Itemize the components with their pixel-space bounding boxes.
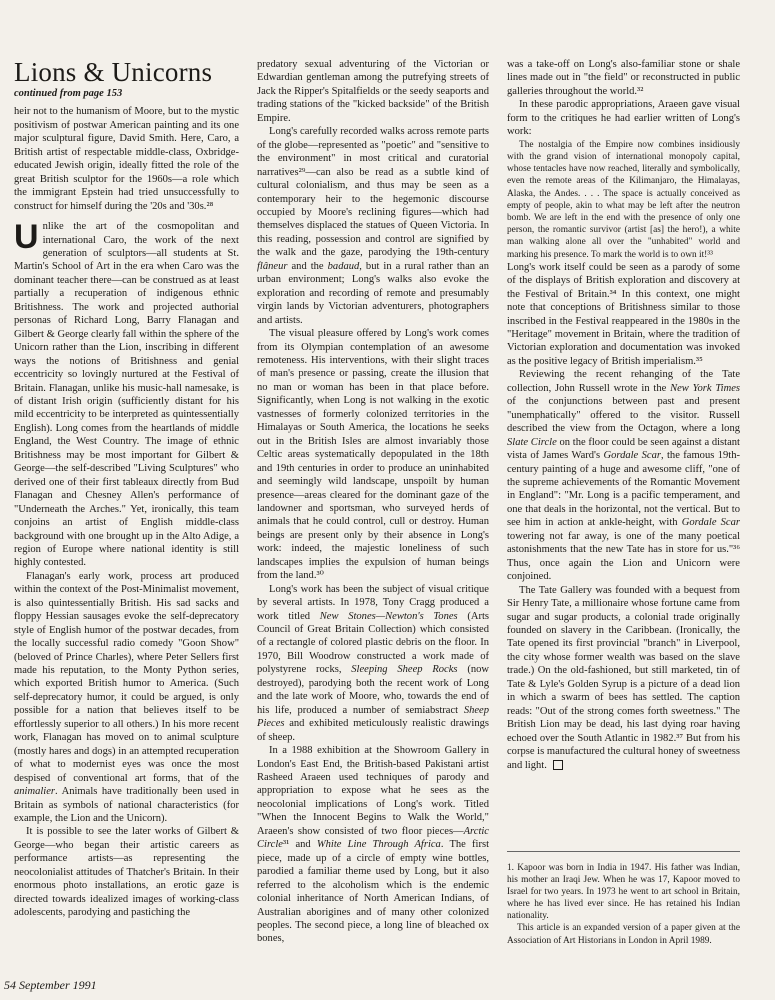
block-quote: The nostalgia of the Empire now combines insidiously with the grand vision of international monopoly capital, whose tentacles have now reached, literally and symbolically, even the remote areas of the Kilimanjaro, the Himalayas, Alaska, the Andes. . . . The space is actually conceived as empty of people, akin to what may be left after the neutron bomb. We are left in the end with the presence of only one person, the romantic survivor (artist [as] the hero!), a white man walking alone all over the "unhabited" world and marking his presence. To mark the world is to own it!³³	[507, 139, 740, 260]
paragraph: Flanagan's early work, process art produced within the context of the Post-Minimalist movement, is also quintessentially British. His sad sacks and floppy Hessian sausages evoke the self-deprecatory style of English humor of the postwar decades, from the locally successful radio comedy "Goon Show" (beloved of Prince Charles), where Peter Sellers first made his reputation, to the Monty Python series, which exported British humor to America. (Such self-deprecatory humor, it could be argued, is only possible for a nation that believes itself to be effortlessly superior to all others.) In his more recent work, Flanagan has moved on to animal sculpture (mostly hares and dogs) in an attempted recuperation of what to modernist eyes was once the most despised of conventional art forms, that of the animalier. Animals have traditionally been used in Britain as symbols of national characteristics (for example, the Lion and the Unicorn).	[14, 570, 239, 825]
paragraph: predatory sexual adventuring of the Victorian or Edwardian gentleman among the putrefying streets of Jack the Ripper's Spitalfields or the seedy seaports and trading stations of the "kicked backside" of the British Empire.	[257, 59, 489, 124]
continued-line: continued from page 153	[14, 88, 123, 99]
end-mark-icon	[553, 760, 563, 770]
paragraph: Long's carefully recorded walks across remote parts of the globe—represented as "poetic" and "sensitive to the environment" in most critical and curatorial narratives²⁹—can also be read as a subtle kind of cultural colonialism, and thus may be seen as a contemporary heir to the hegemonic discourse occupied by Moore's reclining figures—which had themselves displaced the statues of Queen Victoria. In this reading, possession and control are signified by the walk and the gaze, parodying the 19th-century flâneur and the badaud, but in a rural rather than an urban environment; Long's walks also evoke the exploration and recording of remote and presumably virgin lands by Victorian adventurers, photographers and artists.	[257, 126, 489, 326]
paragraph: Reviewing the recent rehanging of the Tate collection, John Russell wrote in the New York Times of the conjunctions between past and present "unemphatically" offered to the visitor. Russell described the view from the Octagon, where a long Slate Circle on the floor could be seen against a distant vista of James Ward's Gordale Scar, the famous 19th-century painting of a huge and awesome cliff, "one of the supreme achievements of the Romantic Movement in England": "Mr. Long is a pacific temperament, and one that deals in the horizontal, not the vertical. But to see him in action at ankle-height, with Gordale Scar towering not far away, is one of the many poetical astonishments that the new Tate has in store for us."³⁶ Thus, once again the Lion and Unicorn were conjoined.	[507, 369, 740, 583]
paragraph: Long's work has been the subject of visual critique by several artists. In 1978, Tony Cragg produced a work titled New Stones—Newton's Tones (Arts Council of Great Britain Collection) which consisted of a rectangle of colored plastic debris on the floor. In 1970, Bill Woodrow constructed a work made of polystyrene rocks, Sleeping Sheep Rocks (now destroyed), parodying both the recent work of Long and the late work of Moore, who, towards the end of his life, produced a number of semiabstract Sheep Pieces and exhibited meticulously realistic drawings of sheep.	[257, 583, 489, 743]
paragraph: It is possible to see the later works of Gilbert & George—who began their artistic careers as performance artists—as representing the neocolonialist attitudes of Thatcher's Britain. In their enormous photo installations, an erotic gaze is directed towards idealized images of working-class adolescents, parodying and pastiching the	[14, 826, 239, 919]
footnote-note: This article is an expanded version of a paper given at the Association of Art Historians in London in April 1989.	[507, 923, 740, 946]
footnote-rule	[507, 851, 740, 852]
paragraph: In these parodic appropriations, Araeen gave visual form to the critiques he had earlier written of Long's work:	[507, 99, 740, 138]
page-footer: 54 September 1991	[4, 978, 97, 992]
article-title: Lions & Unicorns	[14, 57, 213, 87]
paragraph: heir not to the humanism of Moore, but to the mystic positivism of postwar American painting and its one major sculptural figure, David Smith. Here, Caro, a British artist of respectable middle-class, Oxbridge-educated Jewish origin, ideally fitted the role of the great British sculptor for the 1960s—a role which the immigrant Epstein had tried unsuccessfully to construct for himself during the '20s and '30s.²⁸	[14, 106, 239, 212]
paragraph: In a 1988 exhibition at the Showroom Gallery in London's East End, the British-based Pakistani artist Rasheed Araeen used techniques of parody and appropriation to expose what he sees as the neocolonial implications of Long's work. Titled "When the Innocent Begins to Walk the World," Araeen's show consisted of two floor pieces—Arctic Circle³¹ and White Line Through Africa. The first piece, made up of a circle of empty wine bottles, parodied a familiar theme used by Long, but it also referred to the alcoholism which is the endemic colonial inheritance of North American Indians, of Australian aborigines and of many other colonized peoples. The second piece, a long line of bleached ox bones,	[257, 745, 490, 945]
footnotes	[507, 862, 740, 947]
column-1	[14, 58, 239, 920]
paragraph: was a take-off on Long's also-familiar stone or shale lines made out in "the field" or reconstructed in public galleries throughout the world.³²	[507, 59, 740, 97]
drop-cap: U	[14, 218, 39, 257]
paragraph: The visual pleasure offered by Long's work comes from its Olympian contemplation of an awesome remoteness. His interventions, with their slight traces of man's presence or passing, create the illusion that no man or woman has been in that place before. Significantly, when Long is not walking in the exotic vastnesses of formerly colonized territories in the Himalayas or South America, the locations he seeks out in the British Isles are almost invariably those Celtic areas systematically depopulated in the 18th and 19th centuries in order to produce an uninhabited and seemingly wild landscape, unspoilt by human presence—areas cleared for the dominant gaze of the landowner and sportsman, who surveyed herds of animals that he could control, cull or destroy. Human beings are present only by their absence in Long's work: indeed, the majestic loneliness of such landscapes implies the expulsion of human beings from the land.³⁰	[257, 328, 489, 582]
column-3	[507, 58, 740, 772]
paragraph-final: The Tate Gallery was founded with a bequest from Sir Henry Tate, a millionaire whose fortune came from sugar and sugar products, a colonial trade originally founded on slavery in the Caribbean. (Ironically, the Tate opened its first provincial "branch" in Liverpool, the city whose former wealth was based on the slave trade.) On the old-fashioned, but still marketed, tin of Tate & Lyle's Golden Syrup is a picture of a dead lion in which a swarm of bees has settled. The caption reads: "Out of the strong comes forth sweetness." The British Lion may be dead, his last dying roar having echoed over the South Atlantic in 1982.³⁷ But from his corpse is manufactured the cultural honey of sweetness and light.	[507, 584, 740, 771]
column-2	[257, 58, 489, 946]
paragraph-dropcap: Unlike the art of the cosmopolitan and international Caro, the work of the next generation of sculptors—all students at St. Martin's School of Art in the era when Caro was the dominant teacher there—can be construed as at least partially a recuperation of indigenous ethnic Britishness. The work and projected authorial personas of Richard Long, Barry Flanagan and Gilbert & George clearly fall within the sphere of the Unicorn rather than the Lion, inscribing in different ways the notions of Britishness and genial eccentricity so lovingly nurtured at the Festival of Britain. Flanagan, unlike his music-hall namesake, is of distant Irish origin (sufficiently distant for his mild eccentricity to be interpreted as quintessentially English). Long comes from the heartlands of middle England, the West Country. The image of ethnic Britishness may be most important for Gilbert & George—the self-described "Living Sculptures" who derived one of their first tableaux directly from Bud Flanagan and Chesney Allen's performance of "Underneath the Arches." Yet, ironically, this team conjoins an artist of English middle-class background with one brought up in the Alto Adige, a region of Europe where national identity is still highly contested.	[14, 218, 239, 569]
paragraph: Long's work itself could be seen as a parody of some of the displays of British exploration and discovery at the Festival of Britain.³⁴ In this context, one might note that conceptions of Britishness similar to those inscribed in the Festival reappeared in the 1980s in the "Heritage" movement in Britain, where the tradition of Victorian exploration and documentation was invoked as the positive legacy of British imperialism.³⁵	[507, 261, 740, 367]
footnote: 1. Kapoor was born in India in 1947. His father was Indian, his mother an Iraqi Jew. When he was 17, Kapoor moved to Israel for two years. In 1973 he went to art school in Britain, where he has lived ever since. He has retained his Indian nationality.	[507, 863, 740, 922]
